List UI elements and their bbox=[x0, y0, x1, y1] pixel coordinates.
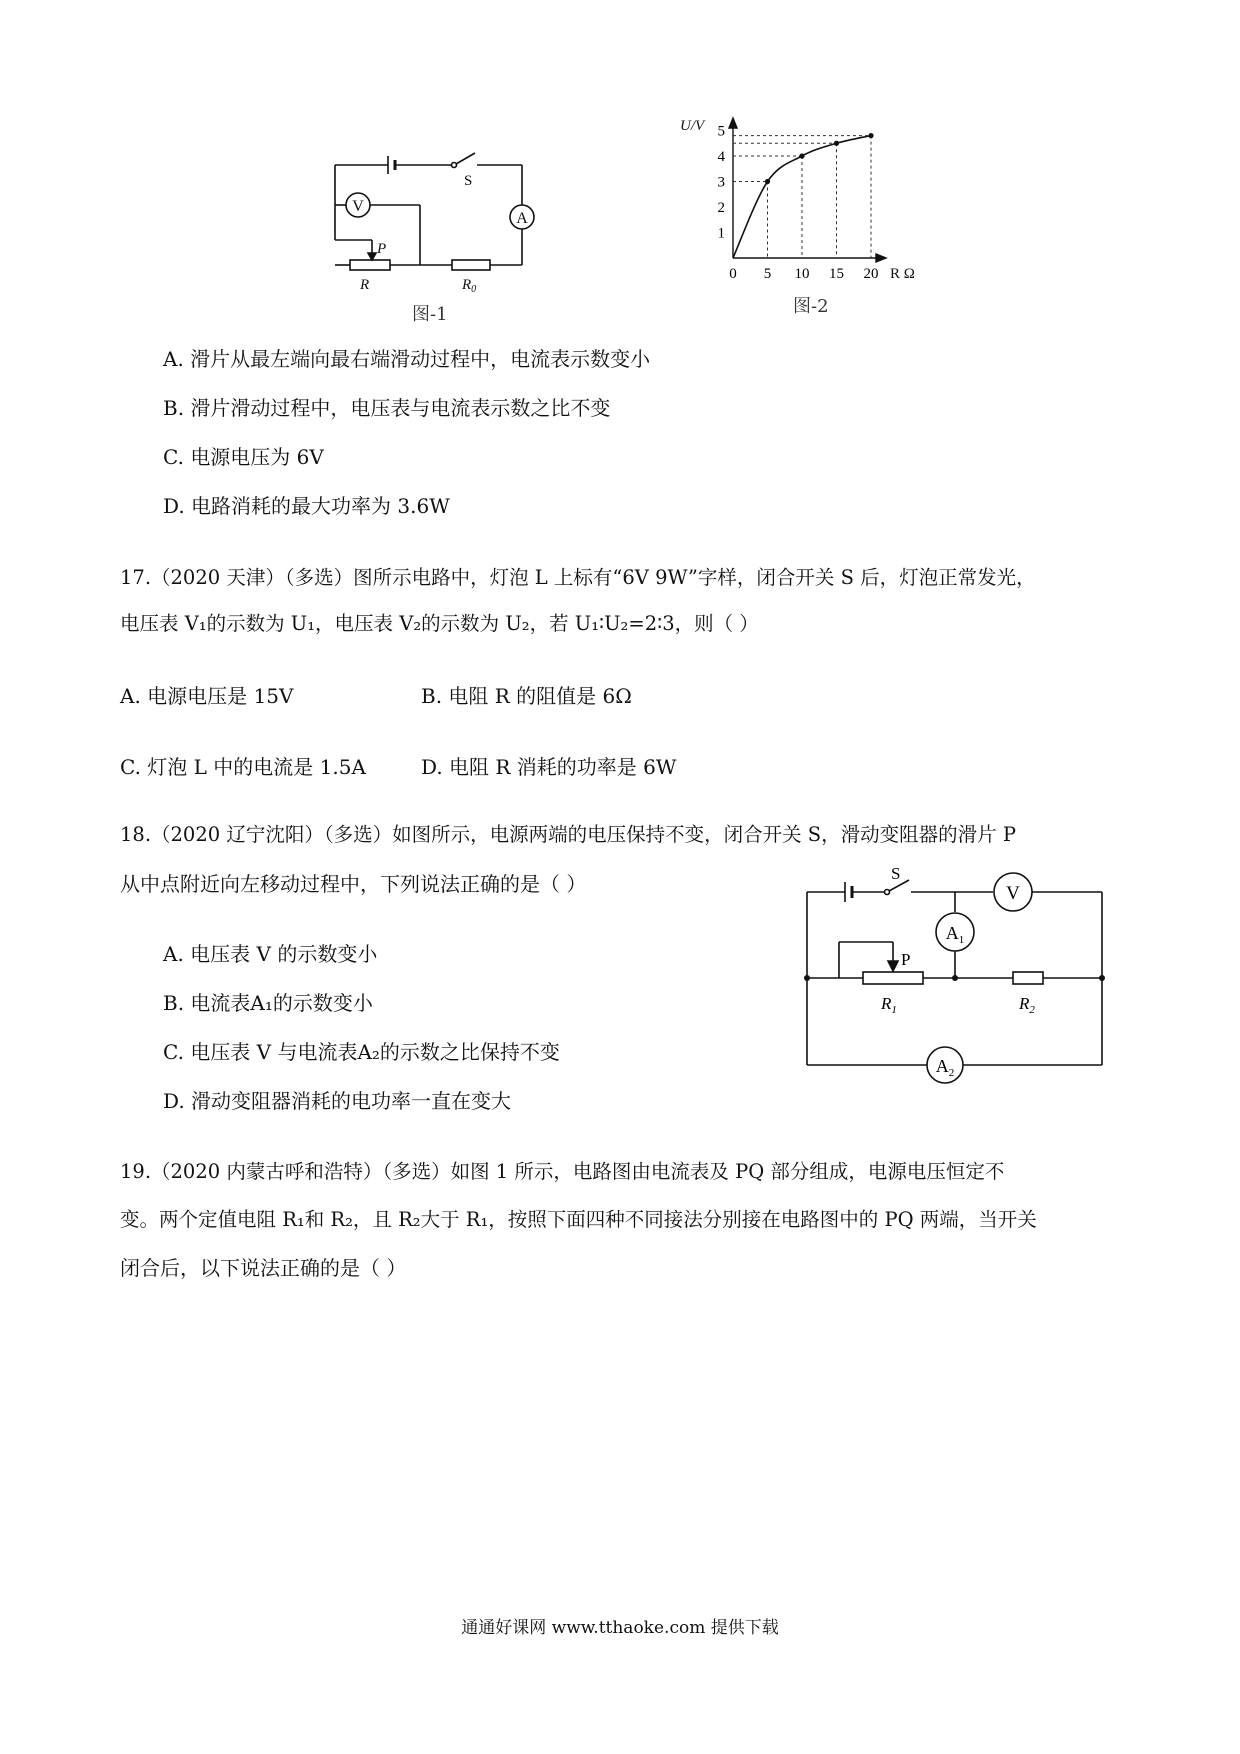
fig2-x-tick-label: 10 bbox=[794, 266, 810, 282]
q18-option-b: B. 电流表A₁的示数变小 bbox=[163, 991, 373, 1015]
q18-r2-label: $R_2$ bbox=[1019, 994, 1035, 1016]
fig2-x-tick-label: 20 bbox=[863, 266, 879, 282]
fig1-ammeter-label: A bbox=[516, 210, 528, 227]
fig2-y-tick-label: 1 bbox=[717, 225, 725, 242]
fig1-slider-label: P bbox=[377, 241, 387, 257]
fig2-y-tick-label: 5 bbox=[717, 123, 725, 140]
q17-stem-line-1: 17.（2020 天津）（多选）图所示电路中，灯泡 L 上标有“6V 9W”字样，闭合开关 S 后，灯泡正常发光， bbox=[120, 566, 1036, 589]
fig2-y-tick-label: 2 bbox=[717, 200, 725, 216]
q17-option-a: A. 电源电压是 15V bbox=[120, 684, 294, 708]
fig2-y-tick-label: 4 bbox=[717, 149, 725, 165]
fig1-caption: 图-1 bbox=[412, 304, 448, 325]
q16-option-d: D. 电路消耗的最大功率为 3.6W bbox=[163, 494, 450, 518]
fig2-data-point bbox=[834, 141, 839, 146]
q18-switch-label: S bbox=[891, 864, 901, 883]
fig2-caption: 图-2 bbox=[793, 296, 829, 317]
q18-slider-label: P bbox=[901, 950, 911, 969]
figure-1-circuit bbox=[320, 145, 550, 305]
q17-option-c: C. 灯泡 L 中的电流是 1.5A bbox=[120, 755, 366, 779]
q16-option-b: B. 滑片滑动过程中，电压表与电流表示数之比不变 bbox=[163, 396, 611, 420]
q19-stem-line-2: 变。两个定值电阻 R₁和 R₂，且 R₂大于 R₁，按照下面四种不同接法分别接在电路图中的 PQ 两端，当开关 bbox=[120, 1208, 1037, 1231]
q17-option-d: D. 电阻 R 消耗的功率是 6W bbox=[421, 755, 677, 779]
q19-stem-line-1: 19.（2020 内蒙古呼和浩特）（多选）如图 1 所示，电路图由电流表及 PQ 部分组成，电源电压恒定不 bbox=[120, 1160, 1005, 1183]
q18-option-a: A. 电压表 V 的示数变小 bbox=[163, 942, 378, 966]
fig2-data-point bbox=[765, 179, 770, 184]
fig2-data-point bbox=[799, 153, 804, 158]
fig2-ylabel: U/V bbox=[680, 118, 705, 134]
fig2-x-tick-label: 5 bbox=[763, 266, 772, 282]
q18-stem-line-1: 18.（2020 辽宁沈阳）（多选）如图所示，电源两端的电压保持不变，闭合开关 S，滑动变阻器的滑片 P bbox=[120, 823, 1016, 846]
fig2-data-point bbox=[868, 133, 873, 138]
fig2-y-tick-label: 3 bbox=[717, 174, 725, 191]
q18-stem-line-2: 从中点附近向左移动过程中，下列说法正确的是（ ） bbox=[120, 872, 587, 896]
fig2-xlabel: R Ω bbox=[890, 266, 915, 282]
q18-option-c: C. 电压表 V 与电流表A₂的示数之比保持不变 bbox=[163, 1040, 560, 1064]
fig1-switch-label: S bbox=[464, 173, 473, 189]
q18-ammeter-a2-label: $A_2$ bbox=[935, 1056, 955, 1079]
figure-2-chart bbox=[670, 110, 930, 290]
fig1-voltmeter-label: V bbox=[352, 198, 364, 215]
fig1-rheostat-label: R bbox=[360, 277, 370, 293]
q18-ammeter-a1-label: $A_1$ bbox=[945, 923, 965, 946]
q17-stem-line-2: 电压表 V₁的示数为 U₁，电压表 V₂的示数为 U₂，若 U₁∶U₂=2∶3，则（ ） bbox=[120, 612, 759, 635]
fig1-resistor-label: $R_0$ bbox=[462, 277, 477, 295]
q18-option-d: D. 滑动变阻器消耗的电功率一直在变大 bbox=[163, 1089, 512, 1113]
fig2-x-tick-label: 15 bbox=[829, 266, 844, 282]
fig2-x-tick-label: 0 bbox=[729, 266, 737, 282]
q17-option-b: B. 电阻 R 的阻值是 6Ω bbox=[421, 684, 632, 708]
q16-option-c: C. 电源电压为 6V bbox=[163, 445, 324, 469]
page-footer: 通通好课网 www.tthaoke.com 提供下载 bbox=[461, 1618, 779, 1638]
q18-voltmeter-label: V bbox=[1006, 883, 1020, 904]
q18-circuit bbox=[795, 860, 1120, 1100]
q16-option-a: A. 滑片从最左端向最右端滑动过程中，电流表示数变小 bbox=[163, 347, 651, 371]
q18-r1-label: $R_1$ bbox=[881, 994, 897, 1016]
q19-stem-line-3: 闭合后，以下说法正确的是（ ） bbox=[120, 1256, 407, 1280]
